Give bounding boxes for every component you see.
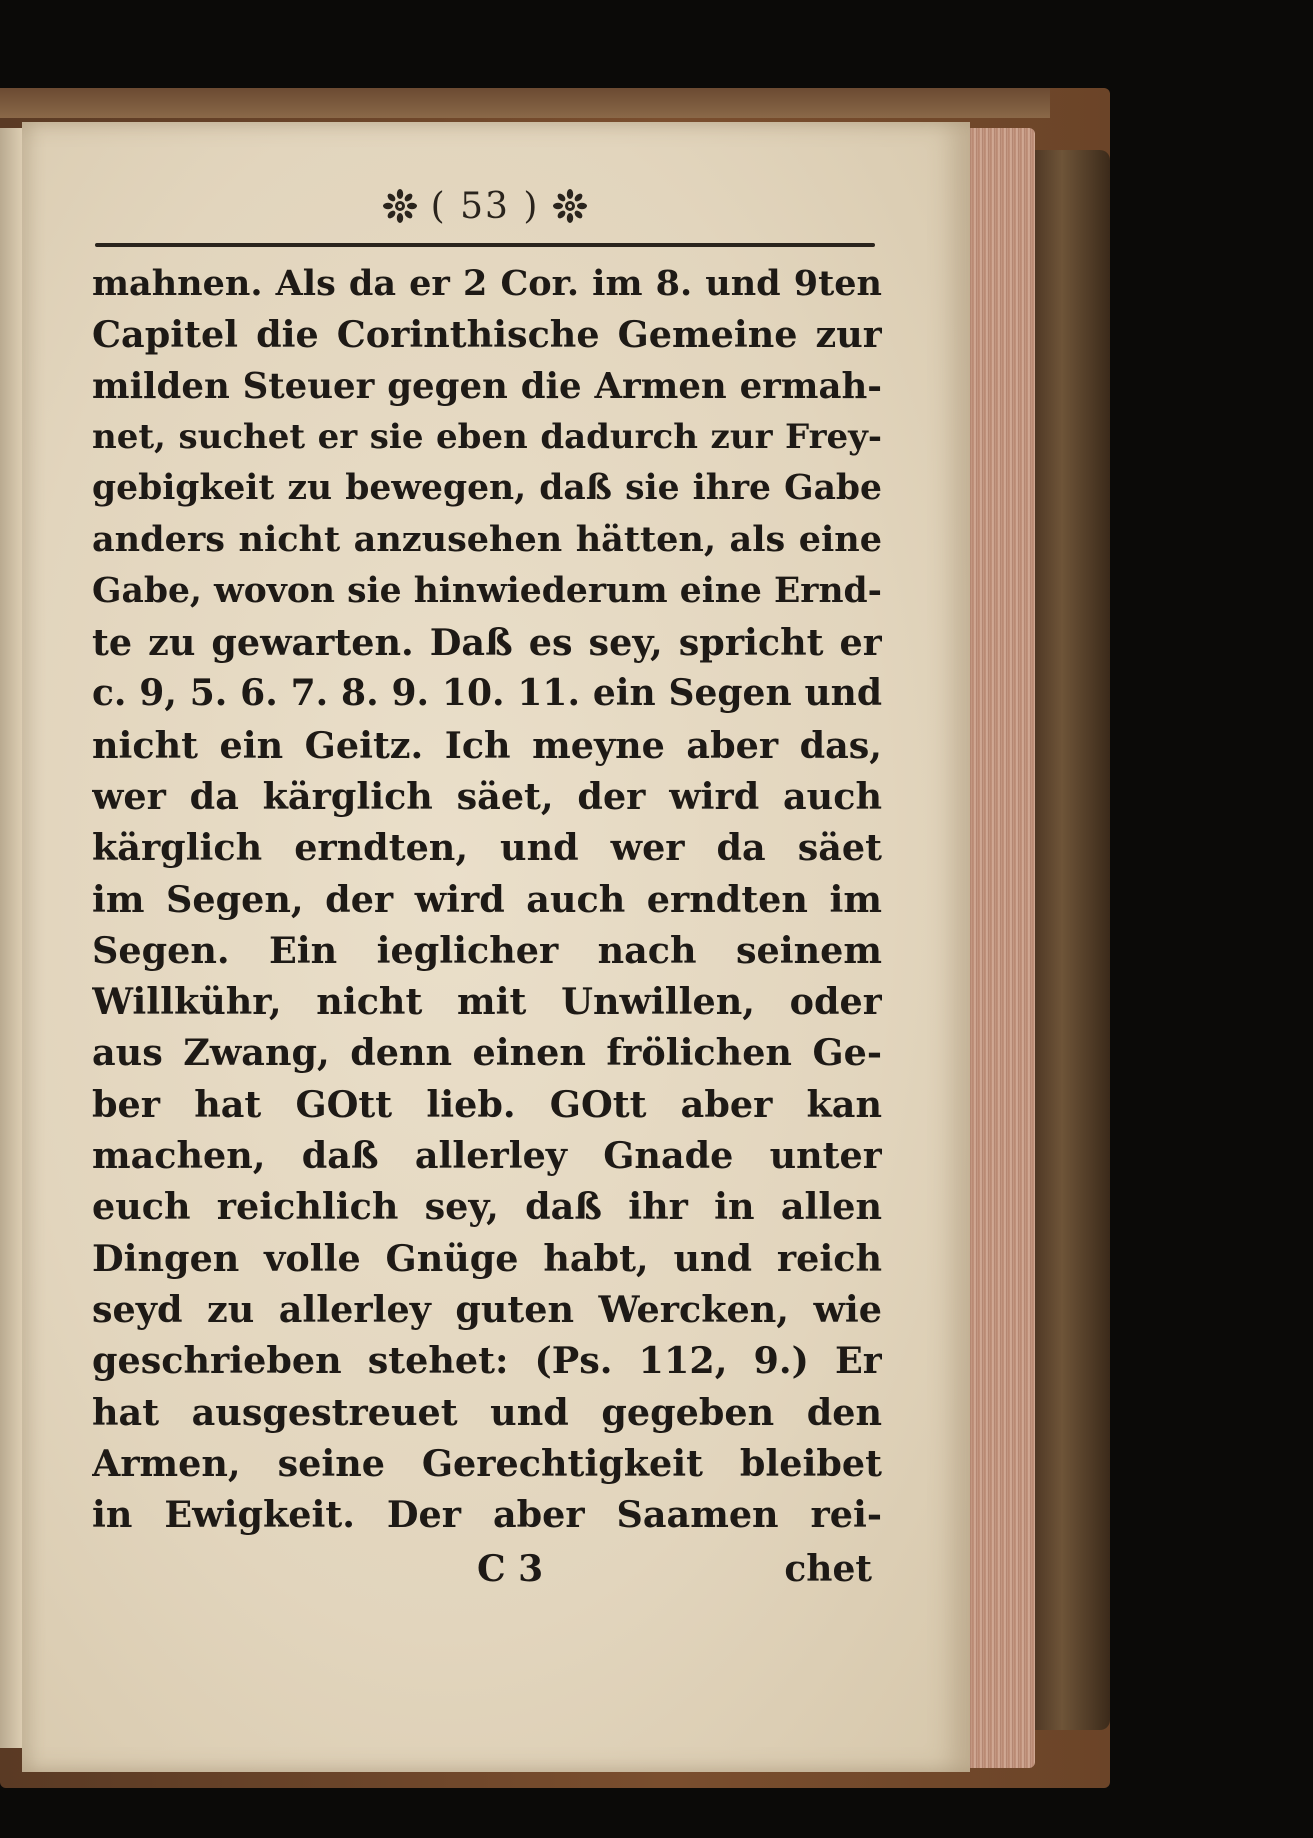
text-line: Armen, seine Gerechtigkeit bleibet [92, 1441, 882, 1485]
text-line: Willkühr, nicht mit Unwillen, oder [92, 980, 882, 1024]
flower-ornament-icon [383, 189, 417, 223]
header-rule [95, 243, 875, 247]
text-line: im Segen, der wird auch erndten im [92, 877, 882, 921]
text-line: hat ausgestreuet und gegeben den [92, 1390, 882, 1434]
book-cover-top-edge [0, 88, 1050, 118]
text-line: euch reichlich sey, daß ihr in allen [92, 1185, 882, 1229]
text-line: geschrieben stehet: (Ps. 112, 9.) Er [92, 1339, 882, 1383]
page-edges [965, 128, 1035, 1768]
text-line: seyd zu allerley guten Wercken, wie [92, 1287, 882, 1331]
text-line: te zu gewarten. Daß es sey, spricht er [92, 621, 882, 665]
text-line: milden Steuer gegen die Armen ermah- [92, 365, 882, 407]
body-text [92, 258, 882, 1540]
text-line: aus Zwang, denn einen frölichen Ge- [92, 1031, 882, 1075]
text-line: nicht ein Geitz. Ich meyne aber das, [92, 723, 882, 767]
text-line: kärglich erndten, und wer da säet [92, 826, 882, 870]
text-line: anders nicht anzusehen hätten, als eine [92, 519, 882, 561]
text-line: machen, daß allerley Gnade unter [92, 1134, 882, 1178]
text-line: ber hat GOtt lieb. GOtt aber kan [92, 1082, 882, 1126]
facing-page-sliver [0, 128, 22, 1748]
text-line: Gabe, wovon sie hinwiederum eine Ernd- [92, 570, 882, 611]
text-line: Dingen volle Gnüge habt, und reich [92, 1236, 882, 1280]
text-line: Segen. Ein ieglicher nach seinem [92, 928, 882, 972]
text-line: net, suchet er sie eben dadurch zur Frey- [92, 416, 882, 457]
page-footer [92, 1548, 882, 1600]
text-line: mahnen. Als da er 2 Cor. im 8. und 9ten [92, 263, 882, 304]
text-line: Capitel die Corinthische Gemeine zur [92, 313, 882, 357]
text-line: gebigkeit zu bewegen, daß sie ihre Gabe [92, 468, 882, 509]
catchword: chet [784, 1548, 872, 1590]
page-header [95, 178, 875, 234]
book-binding-edge [1030, 150, 1110, 1730]
page-number: ( 53 ) [430, 185, 540, 227]
flower-ornament-icon [553, 189, 587, 223]
text-line: in Ewigkeit. Der aber Saamen rei- [92, 1493, 882, 1537]
signature-mark: C 3 [477, 1548, 544, 1590]
text-line: wer da kärglich säet, der wird auch [92, 774, 882, 818]
text-line: c. 9, 5. 6. 7. 8. 9. 10. 11. ein Segen und [92, 672, 882, 715]
